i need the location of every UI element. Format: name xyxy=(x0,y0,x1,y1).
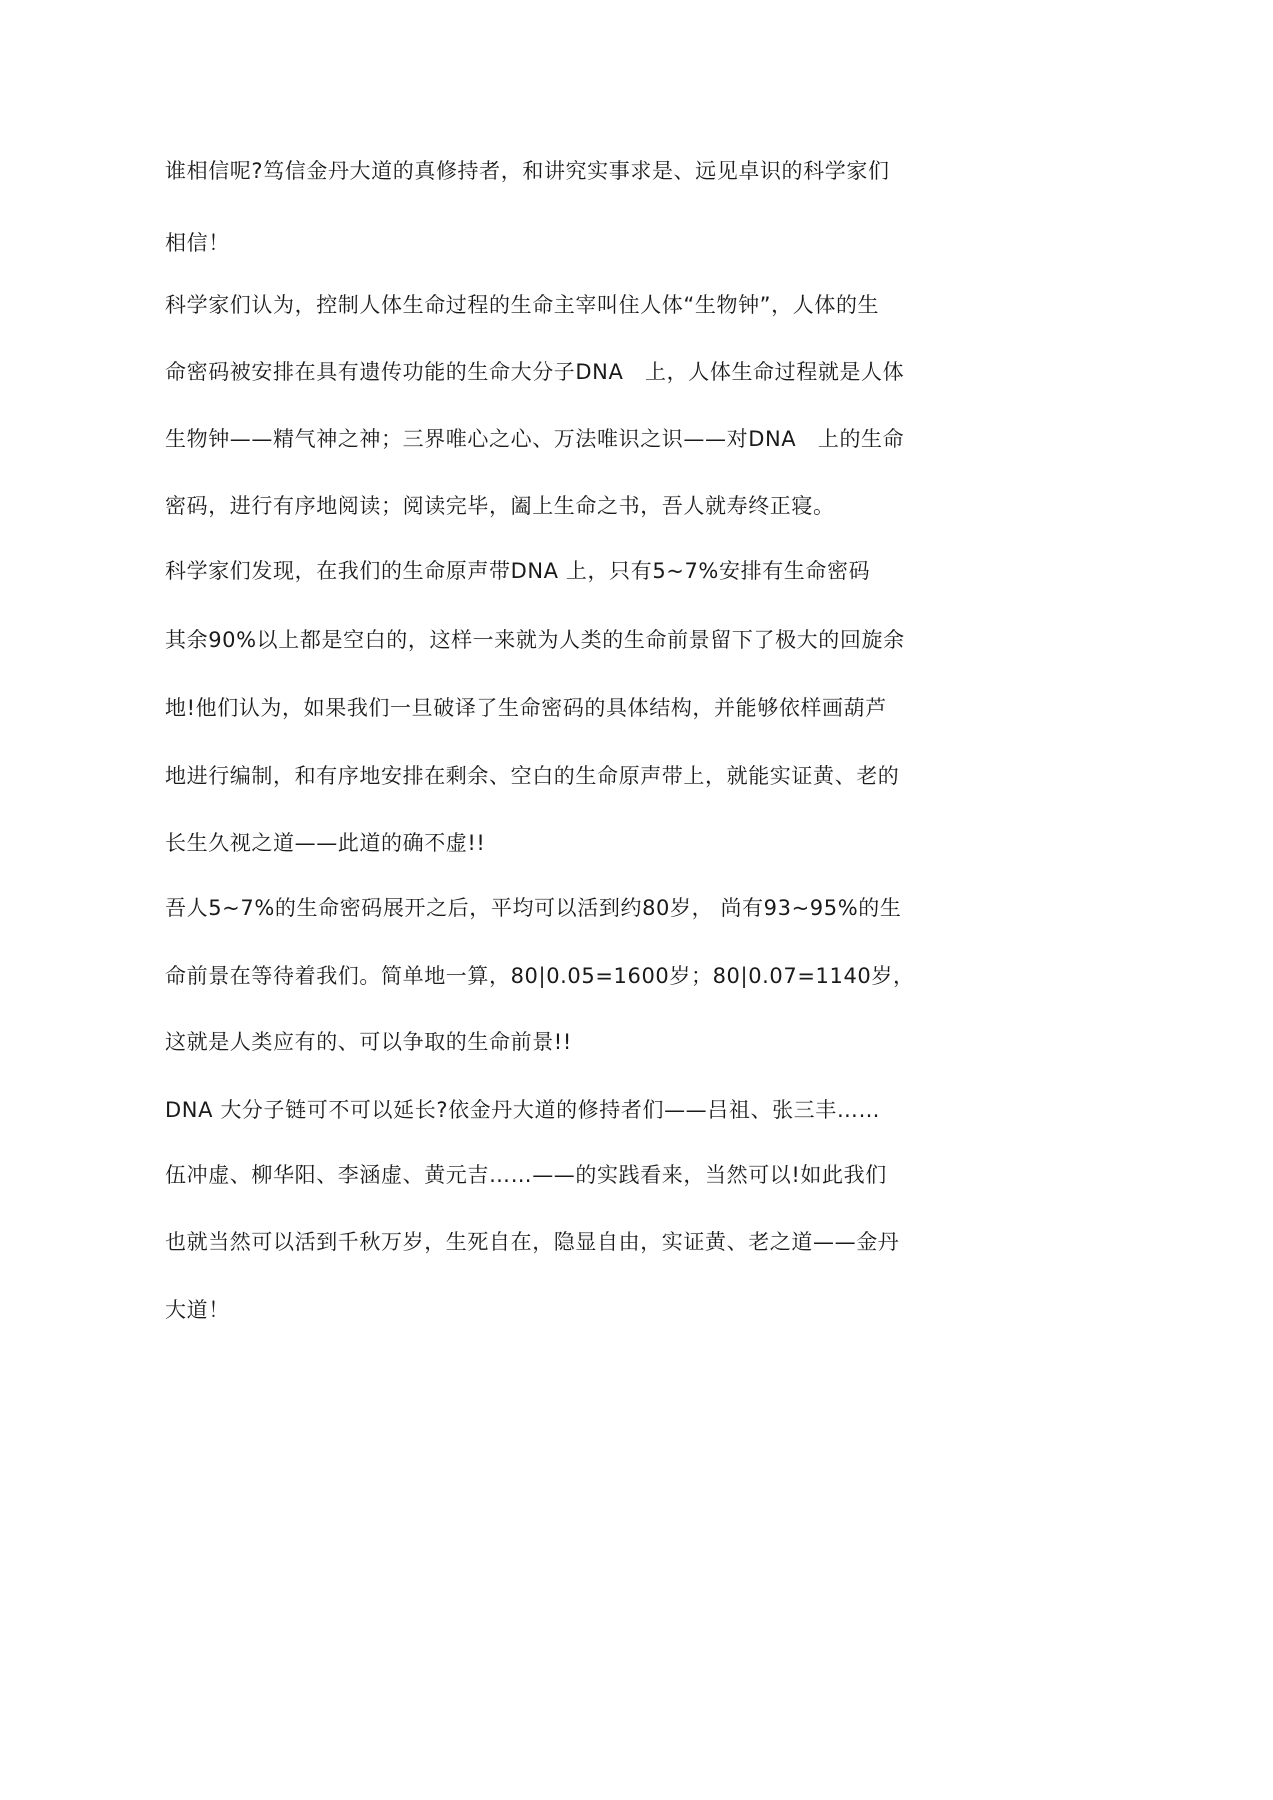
text-line: 科学家们发现，在我们的生命原声带DNA 上，只有5~7%安排有生命密码 xyxy=(165,559,871,583)
text-line: DNA 大分子链可不可以延长?依金丹大道的修持者们——吕祖、张三丰…… xyxy=(165,1098,881,1122)
text-line: 地!他们认为，如果我们一旦破译了生命密码的具体结构，并能够依样画葫芦 xyxy=(165,696,887,720)
text-line: 地进行编制，和有序地安排在剩余、空白的生命原声带上，就能实证黄、老的 xyxy=(165,764,900,788)
text-line: 命密码被安排在具有遗传功能的生命大分子DNA 上，人体生命过程就是人体 xyxy=(165,360,905,384)
text-line: 命前景在等待着我们。简单地一算，80|0.05=1600岁；80|0.07=1140岁， xyxy=(165,964,915,988)
text-line: 科学家们认为，控制人体生命过程的生命主宰叫住人体“生物钟”，人体的生 xyxy=(165,293,880,317)
text-line: 谁相信呢?笃信金丹大道的真修持者，和讲究实事求是、远见卓识的科学家们 xyxy=(165,159,890,183)
text-line: 这就是人类应有的、可以争取的生命前景!! xyxy=(165,1030,572,1054)
text-line: 其余90%以上都是空白的，这样一来就为人类的生命前景留下了极大的回旋余 xyxy=(165,628,905,652)
text-line: 吾人5~7%的生命密码展开之后，平均可以活到约80岁， 尚有93~95%的生 xyxy=(165,896,902,920)
text-line: 大道！ xyxy=(165,1298,230,1322)
text-line: 密码，进行有序地阅读；阅读完毕，阖上生命之书，吾人就寿终正寝。 xyxy=(165,494,835,518)
text-line: 生物钟——精气神之神；三界唯心之心、万法唯识之识——对DNA 上的生命 xyxy=(165,427,905,451)
text-line: 相信！ xyxy=(165,231,230,255)
text-line: 也就当然可以活到千秋万岁，生死自在，隐显自由，实证黄、老之道——金丹 xyxy=(165,1230,900,1254)
text-line: 长生久视之道——此道的确不虚!! xyxy=(165,831,486,855)
text-line: 伍冲虚、柳华阳、李涵虚、黄元吉……——的实践看来，当然可以!如此我们 xyxy=(165,1163,887,1187)
